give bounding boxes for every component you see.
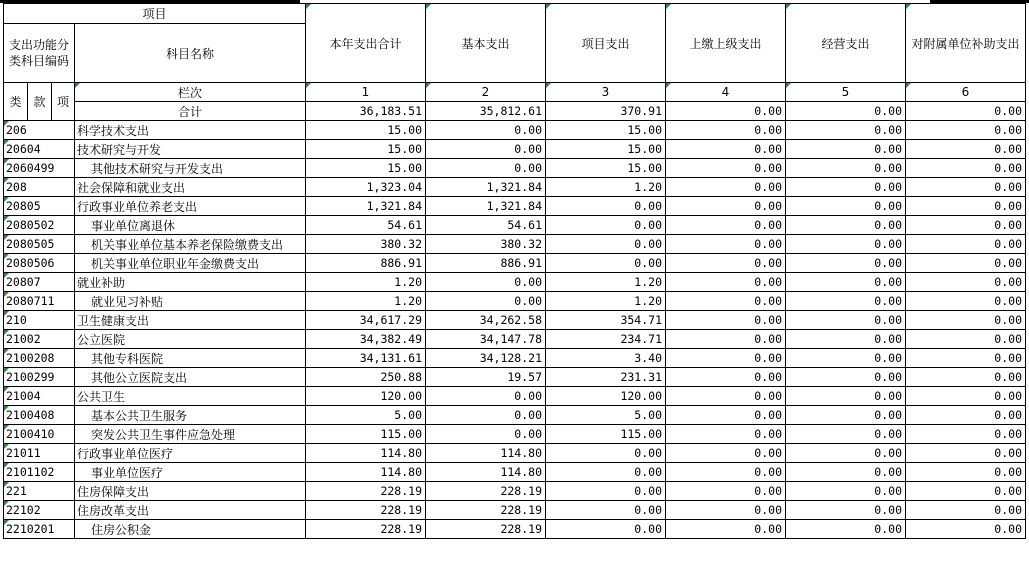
amount-cell: 886.91 xyxy=(306,254,426,273)
subject-code: 2100408 xyxy=(4,406,75,425)
amount-cell: 0.00 xyxy=(666,520,786,539)
col-number-1: 1 xyxy=(306,83,426,102)
amount-cell: 15.00 xyxy=(546,121,666,140)
table-row xyxy=(4,311,1026,330)
amount-cell: 380.32 xyxy=(426,235,546,254)
amount-cell: 0.00 xyxy=(906,463,1026,482)
subject-code: 2080711 xyxy=(4,292,75,311)
table-row xyxy=(4,159,1026,178)
amount-cell: 115.00 xyxy=(306,425,426,444)
subject-name: 住房公积金 xyxy=(75,520,306,539)
header-row-1 xyxy=(4,4,1026,24)
amount-cell: 1,321.84 xyxy=(306,197,426,216)
code-label: 支出功能分类科目编码 xyxy=(4,24,75,83)
amount-cell: 0.00 xyxy=(666,349,786,368)
amount-cell: 0.00 xyxy=(906,425,1026,444)
subject-name: 基本公共卫生服务 xyxy=(75,406,306,425)
table-row xyxy=(4,425,1026,444)
amount-cell: 0.00 xyxy=(906,235,1026,254)
amount-cell: 0.00 xyxy=(786,254,906,273)
subject-name: 行政事业单位医疗 xyxy=(75,444,306,463)
amount-cell: 5.00 xyxy=(306,406,426,425)
amount-cell: 0.00 xyxy=(786,349,906,368)
amount-cell: 0.00 xyxy=(786,387,906,406)
amount-cell: 0.00 xyxy=(666,292,786,311)
subject-name: 科学技术支出 xyxy=(75,121,306,140)
lanci-row xyxy=(4,83,1026,102)
amount-cell: 0.00 xyxy=(906,159,1026,178)
amount-cell: 0.00 xyxy=(786,235,906,254)
amount-cell: 228.19 xyxy=(306,501,426,520)
amount-cell: 3.40 xyxy=(546,349,666,368)
amount-cell: 1.20 xyxy=(546,178,666,197)
table-row xyxy=(4,520,1026,539)
amount-cell: 886.91 xyxy=(426,254,546,273)
table-row xyxy=(4,292,1026,311)
col-number-5: 5 xyxy=(786,83,906,102)
amount-cell: 5.00 xyxy=(546,406,666,425)
amount-cell: 34,128.21 xyxy=(426,349,546,368)
amount-cell: 1,321.84 xyxy=(426,178,546,197)
subject-code: 208 xyxy=(4,178,75,197)
table-row xyxy=(4,463,1026,482)
subject-code: 2080505 xyxy=(4,235,75,254)
amount-cell: 0.00 xyxy=(786,406,906,425)
amount-cell: 0.00 xyxy=(546,520,666,539)
subject-code: 20805 xyxy=(4,197,75,216)
amount-cell: 114.80 xyxy=(426,444,546,463)
subject-name: 公共卫生 xyxy=(75,387,306,406)
table-row xyxy=(4,235,1026,254)
lei-label: 类 xyxy=(4,83,28,121)
amount-cell: 0.00 xyxy=(426,292,546,311)
amount-cell: 0.00 xyxy=(786,292,906,311)
total-value: 0.00 xyxy=(786,102,906,121)
amount-cell: 0.00 xyxy=(786,520,906,539)
subject-code: 21011 xyxy=(4,444,75,463)
subject-code: 2100410 xyxy=(4,425,75,444)
kuan-label: 款 xyxy=(28,83,52,121)
amount-cell: 34,382.49 xyxy=(306,330,426,349)
subject-name: 其他公立医院支出 xyxy=(75,368,306,387)
col-header-5: 经营支出 xyxy=(786,4,906,83)
amount-cell: 0.00 xyxy=(666,501,786,520)
amount-cell: 228.19 xyxy=(306,520,426,539)
amount-cell: 0.00 xyxy=(906,197,1026,216)
amount-cell: 228.19 xyxy=(306,482,426,501)
amount-cell: 0.00 xyxy=(426,140,546,159)
amount-cell: 0.00 xyxy=(546,444,666,463)
amount-cell: 0.00 xyxy=(666,387,786,406)
subject-code: 20807 xyxy=(4,273,75,292)
amount-cell: 0.00 xyxy=(546,254,666,273)
amount-cell: 0.00 xyxy=(906,311,1026,330)
col-header-3: 项目支出 xyxy=(546,4,666,83)
col-header-2: 基本支出 xyxy=(426,4,546,83)
amount-cell: 0.00 xyxy=(666,406,786,425)
subject-name: 突发公共卫生事件应急处理 xyxy=(75,425,306,444)
amount-cell: 0.00 xyxy=(786,121,906,140)
amount-cell: 34,262.58 xyxy=(426,311,546,330)
subject-code: 20604 xyxy=(4,140,75,159)
table-row xyxy=(4,216,1026,235)
amount-cell: 19.57 xyxy=(426,368,546,387)
amount-cell: 0.00 xyxy=(546,216,666,235)
amount-cell: 0.00 xyxy=(906,254,1026,273)
amount-cell: 228.19 xyxy=(426,501,546,520)
subject-code: 2060499 xyxy=(4,159,75,178)
table-row xyxy=(4,501,1026,520)
amount-cell: 1.20 xyxy=(306,292,426,311)
amount-cell: 0.00 xyxy=(786,216,906,235)
amount-cell: 1,321.84 xyxy=(426,197,546,216)
amount-cell: 0.00 xyxy=(786,140,906,159)
amount-cell: 0.00 xyxy=(666,482,786,501)
amount-cell: 15.00 xyxy=(546,159,666,178)
col-number-3: 3 xyxy=(546,83,666,102)
amount-cell: 0.00 xyxy=(546,463,666,482)
amount-cell: 0.00 xyxy=(666,368,786,387)
amount-cell: 0.00 xyxy=(906,140,1026,159)
amount-cell: 114.80 xyxy=(306,463,426,482)
name-label: 科目名称 xyxy=(75,24,306,83)
amount-cell: 380.32 xyxy=(306,235,426,254)
subject-name: 社会保障和就业支出 xyxy=(75,178,306,197)
amount-cell: 234.71 xyxy=(546,330,666,349)
amount-cell: 0.00 xyxy=(666,121,786,140)
table-row xyxy=(4,273,1026,292)
subject-name: 技术研究与开发 xyxy=(75,140,306,159)
amount-cell: 0.00 xyxy=(426,387,546,406)
amount-cell: 34,147.78 xyxy=(426,330,546,349)
expenditure-table xyxy=(3,3,1026,539)
table-row xyxy=(4,140,1026,159)
amount-cell: 120.00 xyxy=(306,387,426,406)
col-header-1: 本年支出合计 xyxy=(306,4,426,83)
amount-cell: 0.00 xyxy=(906,292,1026,311)
table-row xyxy=(4,197,1026,216)
amount-cell: 0.00 xyxy=(786,273,906,292)
subject-name: 其他专科医院 xyxy=(75,349,306,368)
amount-cell: 0.00 xyxy=(426,121,546,140)
amount-cell: 0.00 xyxy=(786,482,906,501)
amount-cell: 0.00 xyxy=(906,501,1026,520)
amount-cell: 0.00 xyxy=(666,330,786,349)
amount-cell: 0.00 xyxy=(786,463,906,482)
amount-cell: 114.80 xyxy=(426,463,546,482)
subject-name: 事业单位医疗 xyxy=(75,463,306,482)
table-row xyxy=(4,254,1026,273)
table-row xyxy=(4,330,1026,349)
amount-cell: 0.00 xyxy=(906,216,1026,235)
table-row xyxy=(4,178,1026,197)
col-number-2: 2 xyxy=(426,83,546,102)
subject-name: 机关事业单位职业年金缴费支出 xyxy=(75,254,306,273)
total-row xyxy=(4,102,1026,121)
amount-cell: 354.71 xyxy=(546,311,666,330)
subject-code: 22102 xyxy=(4,501,75,520)
amount-cell: 0.00 xyxy=(426,273,546,292)
subject-name: 机关事业单位基本养老保险缴费支出 xyxy=(75,235,306,254)
subject-code: 2100208 xyxy=(4,349,75,368)
subject-name: 住房改革支出 xyxy=(75,501,306,520)
amount-cell: 0.00 xyxy=(666,197,786,216)
amount-cell: 0.00 xyxy=(906,387,1026,406)
xiang-label: 项 xyxy=(52,83,75,121)
subject-code: 206 xyxy=(4,121,75,140)
table-row xyxy=(4,349,1026,368)
amount-cell: 0.00 xyxy=(666,254,786,273)
amount-cell: 0.00 xyxy=(666,159,786,178)
amount-cell: 0.00 xyxy=(786,197,906,216)
amount-cell: 115.00 xyxy=(546,425,666,444)
subject-name: 卫生健康支出 xyxy=(75,311,306,330)
amount-cell: 0.00 xyxy=(786,425,906,444)
amount-cell: 228.19 xyxy=(426,482,546,501)
table-row xyxy=(4,121,1026,140)
amount-cell: 0.00 xyxy=(786,444,906,463)
table-row xyxy=(4,368,1026,387)
amount-cell: 15.00 xyxy=(306,121,426,140)
amount-cell: 0.00 xyxy=(906,330,1026,349)
subject-code: 21004 xyxy=(4,387,75,406)
amount-cell: 0.00 xyxy=(786,178,906,197)
amount-cell: 0.00 xyxy=(786,330,906,349)
amount-cell: 0.00 xyxy=(666,235,786,254)
amount-cell: 0.00 xyxy=(666,178,786,197)
amount-cell: 34,617.29 xyxy=(306,311,426,330)
subject-name: 就业见习补贴 xyxy=(75,292,306,311)
subject-code: 2210201 xyxy=(4,520,75,539)
amount-cell: 0.00 xyxy=(666,444,786,463)
amount-cell: 0.00 xyxy=(786,368,906,387)
amount-cell: 114.80 xyxy=(306,444,426,463)
amount-cell: 0.00 xyxy=(426,159,546,178)
amount-cell: 0.00 xyxy=(906,406,1026,425)
amount-cell: 0.00 xyxy=(546,235,666,254)
total-value: 36,183.51 xyxy=(306,102,426,121)
total-value: 370.91 xyxy=(546,102,666,121)
subject-name: 行政事业单位养老支出 xyxy=(75,197,306,216)
amount-cell: 0.00 xyxy=(666,140,786,159)
amount-cell: 1.20 xyxy=(306,273,426,292)
amount-cell: 250.88 xyxy=(306,368,426,387)
amount-cell: 0.00 xyxy=(906,349,1026,368)
amount-cell: 0.00 xyxy=(906,178,1026,197)
amount-cell: 1,323.04 xyxy=(306,178,426,197)
amount-cell: 0.00 xyxy=(906,520,1026,539)
amount-cell: 0.00 xyxy=(546,482,666,501)
col-number-4: 4 xyxy=(666,83,786,102)
amount-cell: 0.00 xyxy=(426,425,546,444)
amount-cell: 0.00 xyxy=(666,425,786,444)
table-row xyxy=(4,387,1026,406)
amount-cell: 0.00 xyxy=(906,482,1026,501)
subject-name: 公立医院 xyxy=(75,330,306,349)
subject-code: 221 xyxy=(4,482,75,501)
col-number-6: 6 xyxy=(906,83,1026,102)
subject-code: 2100299 xyxy=(4,368,75,387)
amount-cell: 0.00 xyxy=(906,273,1026,292)
subject-code: 2080506 xyxy=(4,254,75,273)
amount-cell: 1.20 xyxy=(546,273,666,292)
col-header-4: 上缴上级支出 xyxy=(666,4,786,83)
amount-cell: 231.31 xyxy=(546,368,666,387)
amount-cell: 0.00 xyxy=(546,197,666,216)
total-value: 35,812.61 xyxy=(426,102,546,121)
amount-cell: 0.00 xyxy=(906,368,1026,387)
table-row xyxy=(4,406,1026,425)
table-row xyxy=(4,482,1026,501)
subject-code: 2080502 xyxy=(4,216,75,235)
amount-cell: 0.00 xyxy=(426,406,546,425)
amount-cell: 228.19 xyxy=(426,520,546,539)
amount-cell: 0.00 xyxy=(906,444,1026,463)
amount-cell: 0.00 xyxy=(786,311,906,330)
amount-cell: 0.00 xyxy=(786,159,906,178)
amount-cell: 34,131.61 xyxy=(306,349,426,368)
lanci-label: 栏次 xyxy=(75,83,306,102)
table-row xyxy=(4,444,1026,463)
subject-code: 210 xyxy=(4,311,75,330)
amount-cell: 15.00 xyxy=(306,140,426,159)
amount-cell: 15.00 xyxy=(546,140,666,159)
amount-cell: 0.00 xyxy=(906,121,1026,140)
total-value: 0.00 xyxy=(906,102,1026,121)
subject-name: 其他技术研究与开发支出 xyxy=(75,159,306,178)
amount-cell: 120.00 xyxy=(546,387,666,406)
amount-cell: 0.00 xyxy=(666,311,786,330)
subject-code: 2101102 xyxy=(4,463,75,482)
amount-cell: 0.00 xyxy=(666,463,786,482)
amount-cell: 0.00 xyxy=(666,273,786,292)
amount-cell: 54.61 xyxy=(306,216,426,235)
amount-cell: 0.00 xyxy=(546,501,666,520)
subject-name: 住房保障支出 xyxy=(75,482,306,501)
total-value: 0.00 xyxy=(666,102,786,121)
amount-cell: 54.61 xyxy=(426,216,546,235)
amount-cell: 15.00 xyxy=(306,159,426,178)
xiangmu-header: 项目 xyxy=(4,4,306,24)
amount-cell: 0.00 xyxy=(666,216,786,235)
col-header-6: 对附属单位补助支出 xyxy=(906,4,1026,83)
amount-cell: 1.20 xyxy=(546,292,666,311)
subject-code: 21002 xyxy=(4,330,75,349)
amount-cell: 0.00 xyxy=(786,501,906,520)
subject-name: 事业单位离退休 xyxy=(75,216,306,235)
heji-label: 合计 xyxy=(75,102,306,121)
subject-name: 就业补助 xyxy=(75,273,306,292)
